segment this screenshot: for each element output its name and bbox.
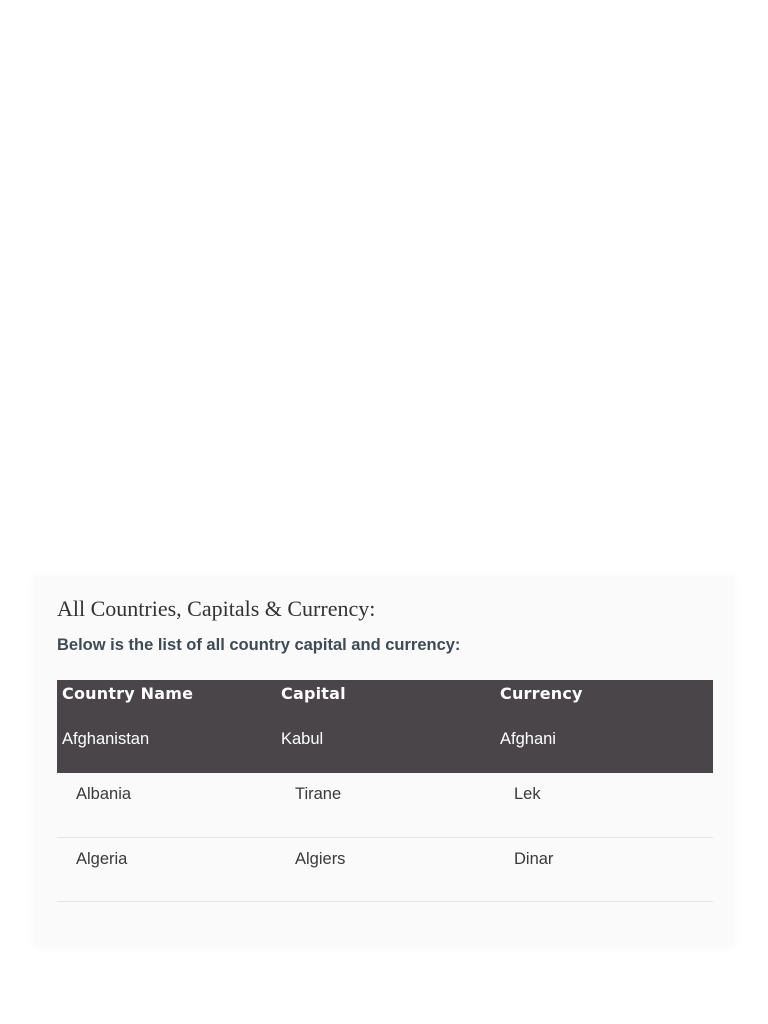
cell-capital: Algiers: [276, 837, 495, 901]
table-header-row: [57, 680, 713, 705]
cell-capital: Kabul: [281, 730, 324, 748]
cell-country: Afghanistan: [62, 730, 150, 748]
section-heading: All Countries, Capitals & Currency:: [57, 596, 376, 621]
cell-country: Algeria: [57, 837, 276, 901]
content-card: [34, 576, 734, 946]
table-row: [57, 773, 713, 837]
cell-currency: Afghani: [500, 730, 556, 748]
country-table: [57, 680, 713, 902]
cell-capital: Tirane: [276, 773, 495, 837]
table-row: [57, 705, 713, 773]
column-header-capital: Capital: [281, 684, 346, 703]
cell-currency: Lek: [495, 773, 713, 837]
table-row: [57, 837, 713, 901]
section-subheading: Below is the list of all country capital and currency:: [57, 636, 461, 654]
column-header-currency: Currency: [500, 684, 583, 703]
cell-country: Albania: [57, 773, 276, 837]
cell-currency: Dinar: [495, 837, 713, 901]
column-header-country: Country Name: [62, 684, 194, 703]
